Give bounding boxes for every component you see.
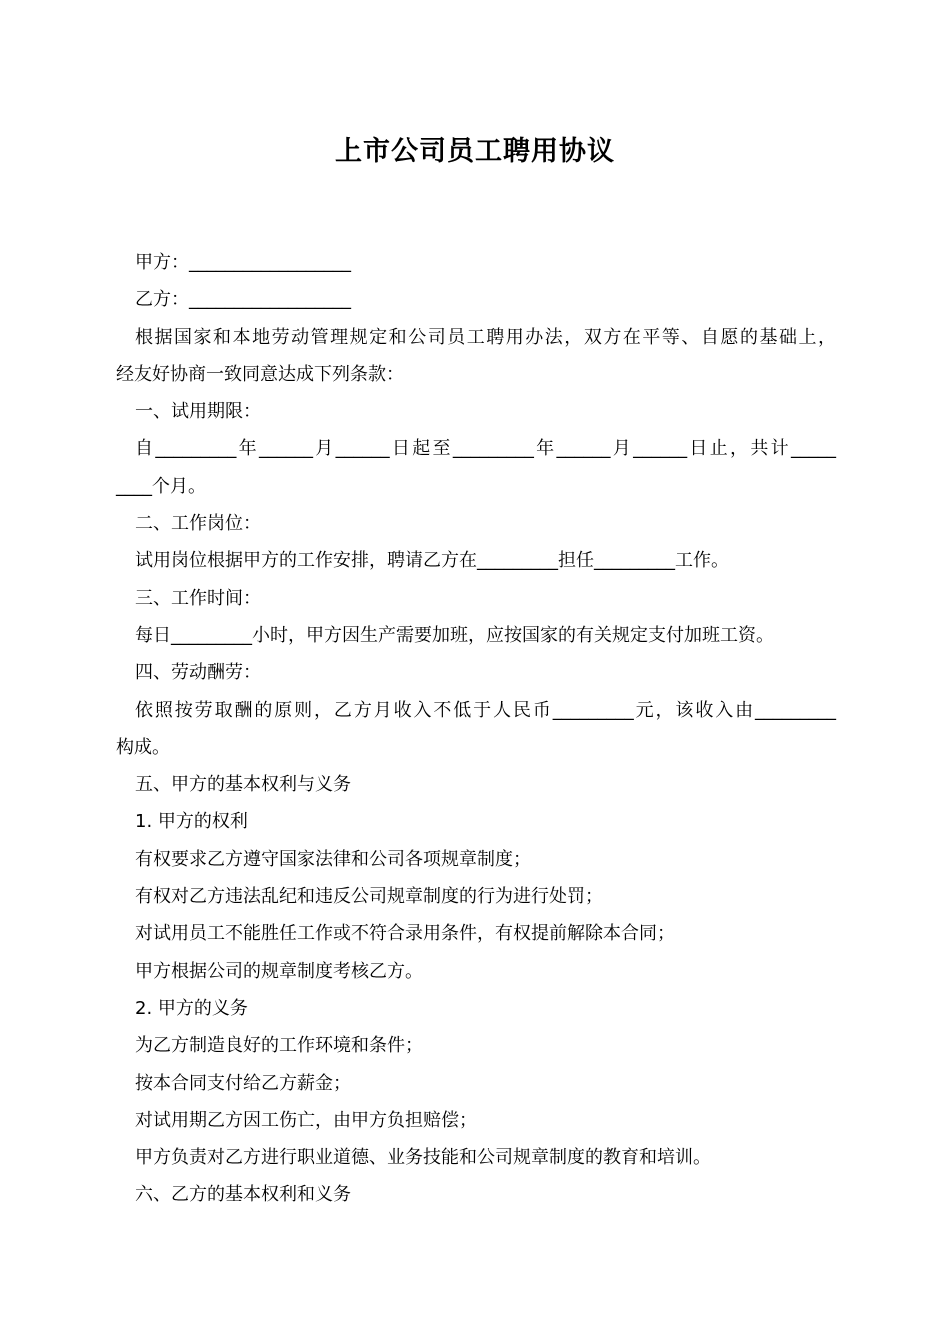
section-heading: 六、乙方的基本权利和义务 (135, 1184, 351, 1206)
party-a-line: 甲方：__________________ (135, 252, 351, 273)
probation-period-line-1: 自_________年______月______日起至_________年______月______日止，共计_____ (135, 438, 836, 460)
section-heading: 一、试用期限： (135, 401, 261, 423)
list-item: 有权要求乙方遵守国家法律和公司各项规章制度； (135, 848, 531, 870)
section-heading: 五、甲方的基本权利与义务 (135, 774, 351, 796)
probation-period-line-2: ____个月。 (116, 475, 206, 497)
list-item: 有权对乙方违法乱纪和违反公司规章制度的行为进行处罚； (135, 886, 603, 908)
paragraph: 每日_________小时，甲方因生产需要加班，应按国家的有关规定支付加班工资。 (135, 624, 774, 646)
section-heading: 三、工作时间： (135, 587, 261, 609)
subsection-heading: 2. 甲方的义务 (135, 997, 248, 1019)
section-heading: 二、工作岗位： (135, 513, 261, 535)
preamble-line-1: 根据国家和本地劳动管理规定和公司员工聘用办法，双方在平等、自愿的基础上， (135, 326, 836, 348)
list-item: 甲方根据公司的规章制度考核乙方。 (135, 960, 423, 982)
paragraph: 试用岗位根据甲方的工作安排，聘请乙方在_________担任_________工作。 (135, 550, 729, 572)
subsection-heading: 1. 甲方的权利 (135, 811, 248, 833)
list-item: 甲方负责对乙方进行职业道德、业务技能和公司规章制度的教育和培训。 (135, 1147, 711, 1169)
document-body (116, 244, 836, 1214)
list-item: 对试用期乙方因工伤亡，由甲方负担赔偿； (135, 1109, 477, 1131)
salary-line-1: 依照按劳取酬的原则，乙方月收入不低于人民币_________元，该收入由_________ (135, 699, 836, 721)
section-heading: 四、劳动酬劳： (135, 662, 261, 684)
list-item: 按本合同支付给乙方薪金； (135, 1072, 351, 1094)
document-title: 上市公司员工聘用协议 (335, 136, 615, 167)
party-b-line: 乙方：__________________ (135, 289, 351, 311)
list-item: 对试用员工不能胜任工作或不符合录用条件，有权提前解除本合同； (135, 923, 675, 945)
salary-line-2: 构成。 (116, 736, 170, 758)
preamble-line-2: 经友好协商一致同意达成下列条款： (116, 363, 404, 385)
list-item: 为乙方制造良好的工作环境和条件； (135, 1035, 423, 1057)
